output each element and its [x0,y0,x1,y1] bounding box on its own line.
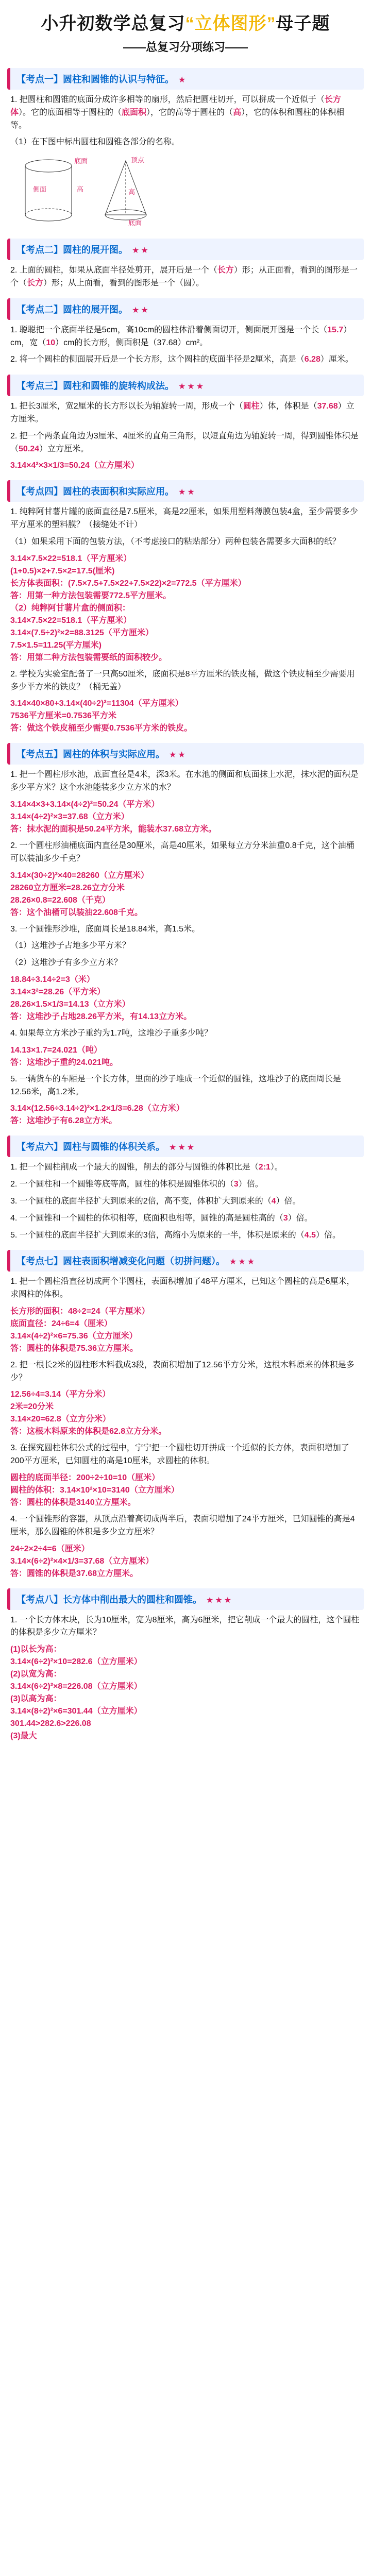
problem-part: ），它的高等于圆柱的（ [146,108,233,117]
problem-part: （1）这堆沙子占地多少平方米？ [10,941,130,951]
problem-text [10,1161,361,1174]
solution-line: 2米=20分米 [10,1402,54,1412]
section-header [7,1250,364,1272]
solution-line: 答：圆锥的体积是37.68立方厘米。 [10,1569,139,1578]
section-title: 【考点二】圆柱的展开图。 [16,304,128,315]
problem-text [10,1276,361,1301]
section-title: 【考点八】长方体中削出最大的圆柱和圆锥。 [16,1594,202,1605]
section-header [7,1136,364,1157]
problem-part: 2. 将一个圆柱的侧面展开后是一个长方形，这个圆柱的底面半径是2厘米，高是（ [10,355,305,364]
title-prefix: 小升初数学总复习 [41,14,185,33]
solution-line: 3.14×(6÷2)²×8=226.08（立方厘米） [10,1682,142,1691]
section [0,1027,371,1069]
problem-text [10,1614,361,1640]
solution-line: 3.14×4×3+3.14×(4÷2)²=50.24（平方米） [10,800,160,809]
problem-text [10,1027,361,1040]
section-title: 【考点六】圆柱与圆锥的体积关系。 [16,1142,165,1153]
section [0,1442,371,1509]
solution-line: (3)以高为高： [10,1694,62,1704]
answer: 高 [233,108,242,117]
section [0,1588,371,1743]
cylinder-cone-figure [12,153,359,230]
solution-line: 3.14×7.5×22=518.1（平方厘米） [10,616,132,625]
solution-line: (1)以长为高： [10,1645,62,1654]
solution-line: 答：这个油桶可以装油22.608千克。 [10,908,143,917]
problem-text [10,1442,361,1468]
problem-part: 3. 一个圆柱的底面半径扩大到原来的2倍，高不变，体积扩大到原来的（ [10,1196,272,1206]
solution-line: 3.14×(6÷2)²×4×1/3=37.68（立方厘米） [10,1556,154,1566]
section [0,923,371,1023]
solution-line: 301.44>282.6>226.08 [10,1719,91,1728]
section [0,1073,371,1128]
section [0,298,371,366]
problem-part: ）倍。 [288,1213,313,1223]
answer: 2:1 [258,1163,271,1172]
header [0,0,371,60]
problem-text [10,1513,361,1539]
difficulty-stars: ★★ [132,246,150,256]
solution-line: 28260立方厘米=28.26立方分米 [10,883,125,892]
answer: 长方体 [10,95,341,117]
problem-part: 5. 一辆货车的车厢是一个长方体，里面的沙子堆成一个近似的圆锥，这堆沙子的底面周长是12.56米，高1.2米。 [10,1074,341,1096]
solution-line: 圆柱的底面半径：200÷2÷10=10（厘米） [10,1473,160,1483]
section [0,375,371,472]
problem-text [10,940,361,953]
answer: 4.5 [304,1230,316,1240]
problem-part: 5. 一个圆柱的底面半径扩大到原来的3倍，高缩小为原来的一半，体积是原来的（ [10,1230,305,1240]
problem-part: ）cm的长方形，侧面积是（37.68）cm²。 [55,338,208,347]
solution-line: 答：做这个铁皮桶至少需要0.7536平方米的铁皮。 [10,724,192,733]
solution-line: 3.14×(12.56÷3.14÷2)²×1.2×1/3=6.28（立方米） [10,1104,184,1113]
figure-label: 顶点 [131,156,145,164]
problem-text [10,430,361,456]
problem-part: ）倍。 [238,1180,263,1189]
difficulty-stars: ★★★ [206,1596,233,1605]
answer: 长方 [217,266,234,275]
problem-text [10,400,361,426]
problem-part: 1. 聪聪把一个底面半径是5cm，高10cm的圆柱体沿着侧面切开，侧面展开图是一个长（ [10,325,328,334]
section-header [7,1588,364,1610]
problem-part: ）。 [270,1163,283,1172]
solution-line: 答：这堆沙子重约24.021吨。 [10,1058,118,1067]
section [0,1359,371,1438]
answer: 10 [46,338,56,347]
solution-line: 底面直径：24÷6=4（厘米） [10,1319,112,1328]
solution-line: 3.14×(7.5÷2)²×2=88.3125（平方厘米） [10,628,154,637]
problem-part: 2. 上面的圆柱，如果从底面半径处剪开，展开后是一个（ [10,266,217,275]
title-highlight: “立体图形” [185,14,276,33]
solution-line: 28.26×0.8=22.608（千克） [10,895,110,905]
problem-part: ）倍。 [276,1196,301,1206]
problem-part: 3. 一个圆锥形沙堆，底面周长是18.84米，高1.5米。 [10,924,200,934]
problem-part: 1. 把圆柱和圆锥的底面分成许多相等的扇形，然后把圆柱切开，可以拼成一个近似于（ [10,95,325,104]
problem-text [10,1229,361,1242]
problem-text [10,1178,361,1191]
section [0,480,371,664]
problem-part: 4. 一个圆锥形的容器，从顶点沿着高切成两半后，表面积增加了24平方厘米，已知圆锥的高是4厘米，那么圆锥的体积是多少立方厘米？ [10,1515,355,1536]
page-subtitle: ——总复习分项练习—— [123,41,248,54]
problem-part: 2. 一个圆柱形油桶底面内直径是30厘米，高是40厘米，如果每立方分米油重0.8千克，这个油桶可以装油多少千克？ [10,841,355,863]
content [0,68,371,1742]
section-title: 【考点一】圆柱和圆锥的认识与特征。 [16,74,174,84]
title-suffix: 母子题 [276,14,330,33]
solution-line: 答：圆柱的体积是75.36立方厘米。 [10,1344,139,1353]
problem-text [10,957,361,970]
section-title: 【考点七】圆柱表面积增减变化问题（切拼问题）。 [16,1256,225,1267]
problem-text [10,668,361,694]
section [0,1513,371,1580]
section-title: 【考点四】圆柱的表面积和实际应用。 [16,486,174,497]
problem-text [10,1073,361,1099]
solution-line: 3.14×20=62.8（立方分米） [10,1415,111,1424]
problem-part: ）cm，宽（ [10,325,352,347]
problem-part: ）体，体积是（ [259,402,317,411]
problem-part: （1）如果采用下面的包装方法，（不考虑接口的粘贴部分）两种包装各需要多大面积的纸？ [10,537,341,546]
problem-part: 3. 在探究圆柱体积公式的过程中，宁宁把一个圆柱切开拼成一个近似的长方体，表面积增加了200平方厘米，已知圆柱的高是10厘米，求圆柱的体积。 [10,1444,349,1466]
problem-text [10,840,361,866]
solution-line: 3.14×(8÷2)²×6=301.44（立方厘米） [10,1707,142,1716]
solution-line: 7536平方厘米=0.7536平方米 [10,711,116,721]
problem-text [10,324,361,350]
answer: 37.68 [317,402,338,411]
difficulty-stars: ★★★ [169,1143,196,1153]
problem-part: 1. 把一个圆柱削成一个最大的圆锥，削去的部分与圆锥的体积比是（ [10,1163,259,1172]
solution-line: 答：用第一种方法包装需要772.5平方厘米。 [10,591,172,600]
problem-part: 4. 如果每立方米沙子重约为1.7吨，这堆沙子重多少吨？ [10,1028,213,1038]
problem-text [10,769,361,794]
figure-label: 侧面 [33,185,47,194]
cylinder-cone-diagram [12,153,167,230]
problem-text [10,536,361,549]
problem-part: 1. 把长3厘米，宽2厘米的长方形以长为轴旋转一周，形成一个（ [10,402,243,411]
section-header [7,298,364,320]
solution-line: 3.14×3²=28.26（平方米） [10,987,106,996]
solution-line: 3.14×(4÷2)²×6=75.36（立方厘米） [10,1331,138,1341]
problem-text [10,1212,361,1225]
page-title [10,9,361,35]
problem-part: 2. 一个圆柱和一个圆锥等底等高，圆柱的体积是圆锥体积的（ [10,1180,234,1189]
problem-part: 4. 一个圆锥和一个圆柱的体积相等，底面积也相等，圆锥的高是圆柱高的（ [10,1213,283,1223]
answer: 长方 [27,278,44,287]
section [0,239,371,290]
problem-text [10,264,361,290]
solution-line: 3.14×4²×3×1/3=50.24（立方厘米） [10,461,139,470]
problem-part: ）厘米。 [320,355,353,364]
problem-part: ）倍。 [315,1230,341,1240]
section [0,668,371,735]
section [0,1250,371,1355]
problem-text [10,923,361,936]
figure-label: 高 [128,188,136,196]
solution-line: 3.14×(30÷2)²×40=28260（立方厘米） [10,871,149,880]
section [0,68,371,230]
problem-text [10,94,361,132]
solution-line: 3.14×(6÷2)²×10=282.6（立方厘米） [10,1657,142,1667]
section [0,1136,371,1242]
solution-line: 长方形的面积：48÷2=24（平方厘米） [10,1307,150,1316]
solution-line: (1+0.5)×2+7.5×2=17.5(厘米) [10,566,115,575]
solution-line: 3.14×(4÷2)²×3=37.68（立方米） [10,812,129,821]
solution-line: 答：这堆沙子占地28.26平方米，有14.13立方米。 [10,1012,192,1021]
section-header [7,743,364,765]
problem-part: （2）这堆沙子有多少立方米？ [10,958,122,968]
problem-part: 1. 一个长方体木块，长为10厘米，宽为8厘米，高为6厘米，把它削成一个最大的圆柱，这个圆柱的体积是多少立方厘米？ [10,1615,360,1637]
difficulty-stars: ★★★ [229,1258,257,1267]
section [0,840,371,919]
solution-line: 3.14×40×80+3.14×(40÷2)²=11304（平方厘米） [10,699,183,708]
figure-label: 底面 [128,219,142,227]
figure-label: 高 [77,185,84,194]
problem-part: （1）在下图中标出圆柱和圆锥各部分的名称。 [10,138,180,147]
problem-text [10,1359,361,1385]
problem-part: 1. 把一个圆柱形水池，底面直径是4米，深3米。在水池的侧面和底面抹上水泥，抹水泥的面积是多少平方米？这个水池能装多少立方米的水？ [10,770,359,792]
difficulty-stars: ★★ [169,751,187,760]
solution-line: 18.84÷3.14÷2=3（米） [10,975,95,984]
solution-line: 28.26×1.5×1/3=14.13（立方米） [10,999,130,1009]
section-title: 【考点三】圆柱和圆锥的旋转构成法。 [16,381,174,392]
solution-line: 长方体表面积：(7.5×7.5+7.5×22+7.5×22)×2=772.5（平方厘米） [10,579,246,588]
answer: 3 [233,1180,239,1189]
difficulty-stars: ★★ [178,488,196,497]
difficulty-stars: ★★★ [178,382,206,392]
solution-line: 答：这根木料原来的体积是62.8立方分米。 [10,1427,167,1436]
answer: 3 [283,1213,288,1223]
section [0,743,371,836]
section-title: 【考点五】圆柱的体积与实际应用。 [16,749,165,760]
problem-part: 2. 把一个两条直角边为3厘米、4厘米的直角三角形，以短直角边为轴旋转一周，得到圆锥体积是（ [10,431,359,453]
problem-part: 1. 纯粹阿甘薯片罐的底面直径是7.5厘米，高是22厘米，如果用塑料薄膜包装4盒，至少需要多少平方厘米的塑料膜？（接缝处不计） [10,507,358,530]
section-header [7,375,364,396]
difficulty-stars: ★ [178,76,188,84]
answer: 6.28 [304,355,321,364]
problem-part: ）形；从上面看，看到的图形是一个（圆）。 [43,278,205,287]
solution-line: 答：抹水泥的面积是50.24平方米，能装水37.68立方米。 [10,824,217,834]
solution-line: 7.5×1.5=11.25(平方厘米) [10,640,102,650]
solution-line: 圆柱的体积：3.14×10²×10=3140（立方厘米） [10,1486,179,1495]
answer: 15.7 [327,325,344,334]
problem-part: 2. 学校为实验室配备了一只高50厘米，底面积是8平方厘米的铁皮桶，做这个铁皮桶至少需要用多少平方米的铁皮？（桶无盖） [10,669,355,691]
solution-line: 14.13×1.7=24.021（吨） [10,1045,102,1055]
solution-line: 答：圆柱的体积是3140立方厘米。 [10,1498,136,1507]
section-title: 【考点二】圆柱的展开图。 [16,245,128,256]
section-header [7,480,364,502]
solution-line: (2)以宽为高： [10,1670,62,1679]
answer: 50.24 [19,444,40,453]
solution-line: 答：用第二种方法包装需要纸的面积较少。 [10,653,167,662]
solution-line: 12.56÷4=3.14（平方分米） [10,1390,111,1399]
problem-part: ）立方厘米。 [10,402,355,423]
solution-line: 3.14×7.5×22=518.1（平方厘米） [10,554,132,563]
problem-part: ），它的体积和圆柱的体积相等。 [10,108,345,130]
problem-text [10,506,361,532]
figure-label: 底面 [74,157,88,165]
solution-line: （2）纯粹阿甘薯片盒的侧面积： [10,603,130,613]
problem-part: ）立方厘米。 [39,444,89,453]
problem-text [10,136,361,149]
answer: 底面积 [122,108,147,117]
problem-text [10,353,361,366]
solution-line: 24÷2×2÷4=6（厘米） [10,1544,90,1553]
difficulty-stars: ★★ [132,306,150,315]
problem-part: 1. 把一个圆柱沿直径切成两个半圆柱，表面积增加了48平方厘米，已知这个圆柱的高是6厘米，求圆柱的体积。 [10,1277,355,1299]
problem-text [10,1195,361,1208]
solution-line: (3)最大 [10,1732,37,1741]
problem-part: 2. 把一根长2米的圆柱形木料截成3段，表面积增加了12.56平方分米，这根木料原来的体积是多少？ [10,1360,355,1382]
answer: 圆柱 [243,402,260,411]
answer: 4 [271,1196,276,1206]
section-header [7,68,364,90]
problem-part: ）形；从正面看，看到的图形是一个（ [10,266,358,287]
problem-part: ）。它的底面相等于圆柱的（ [19,108,122,117]
solution-line: 答：这堆沙子有6.28立方米。 [10,1116,117,1126]
section-header [7,239,364,260]
